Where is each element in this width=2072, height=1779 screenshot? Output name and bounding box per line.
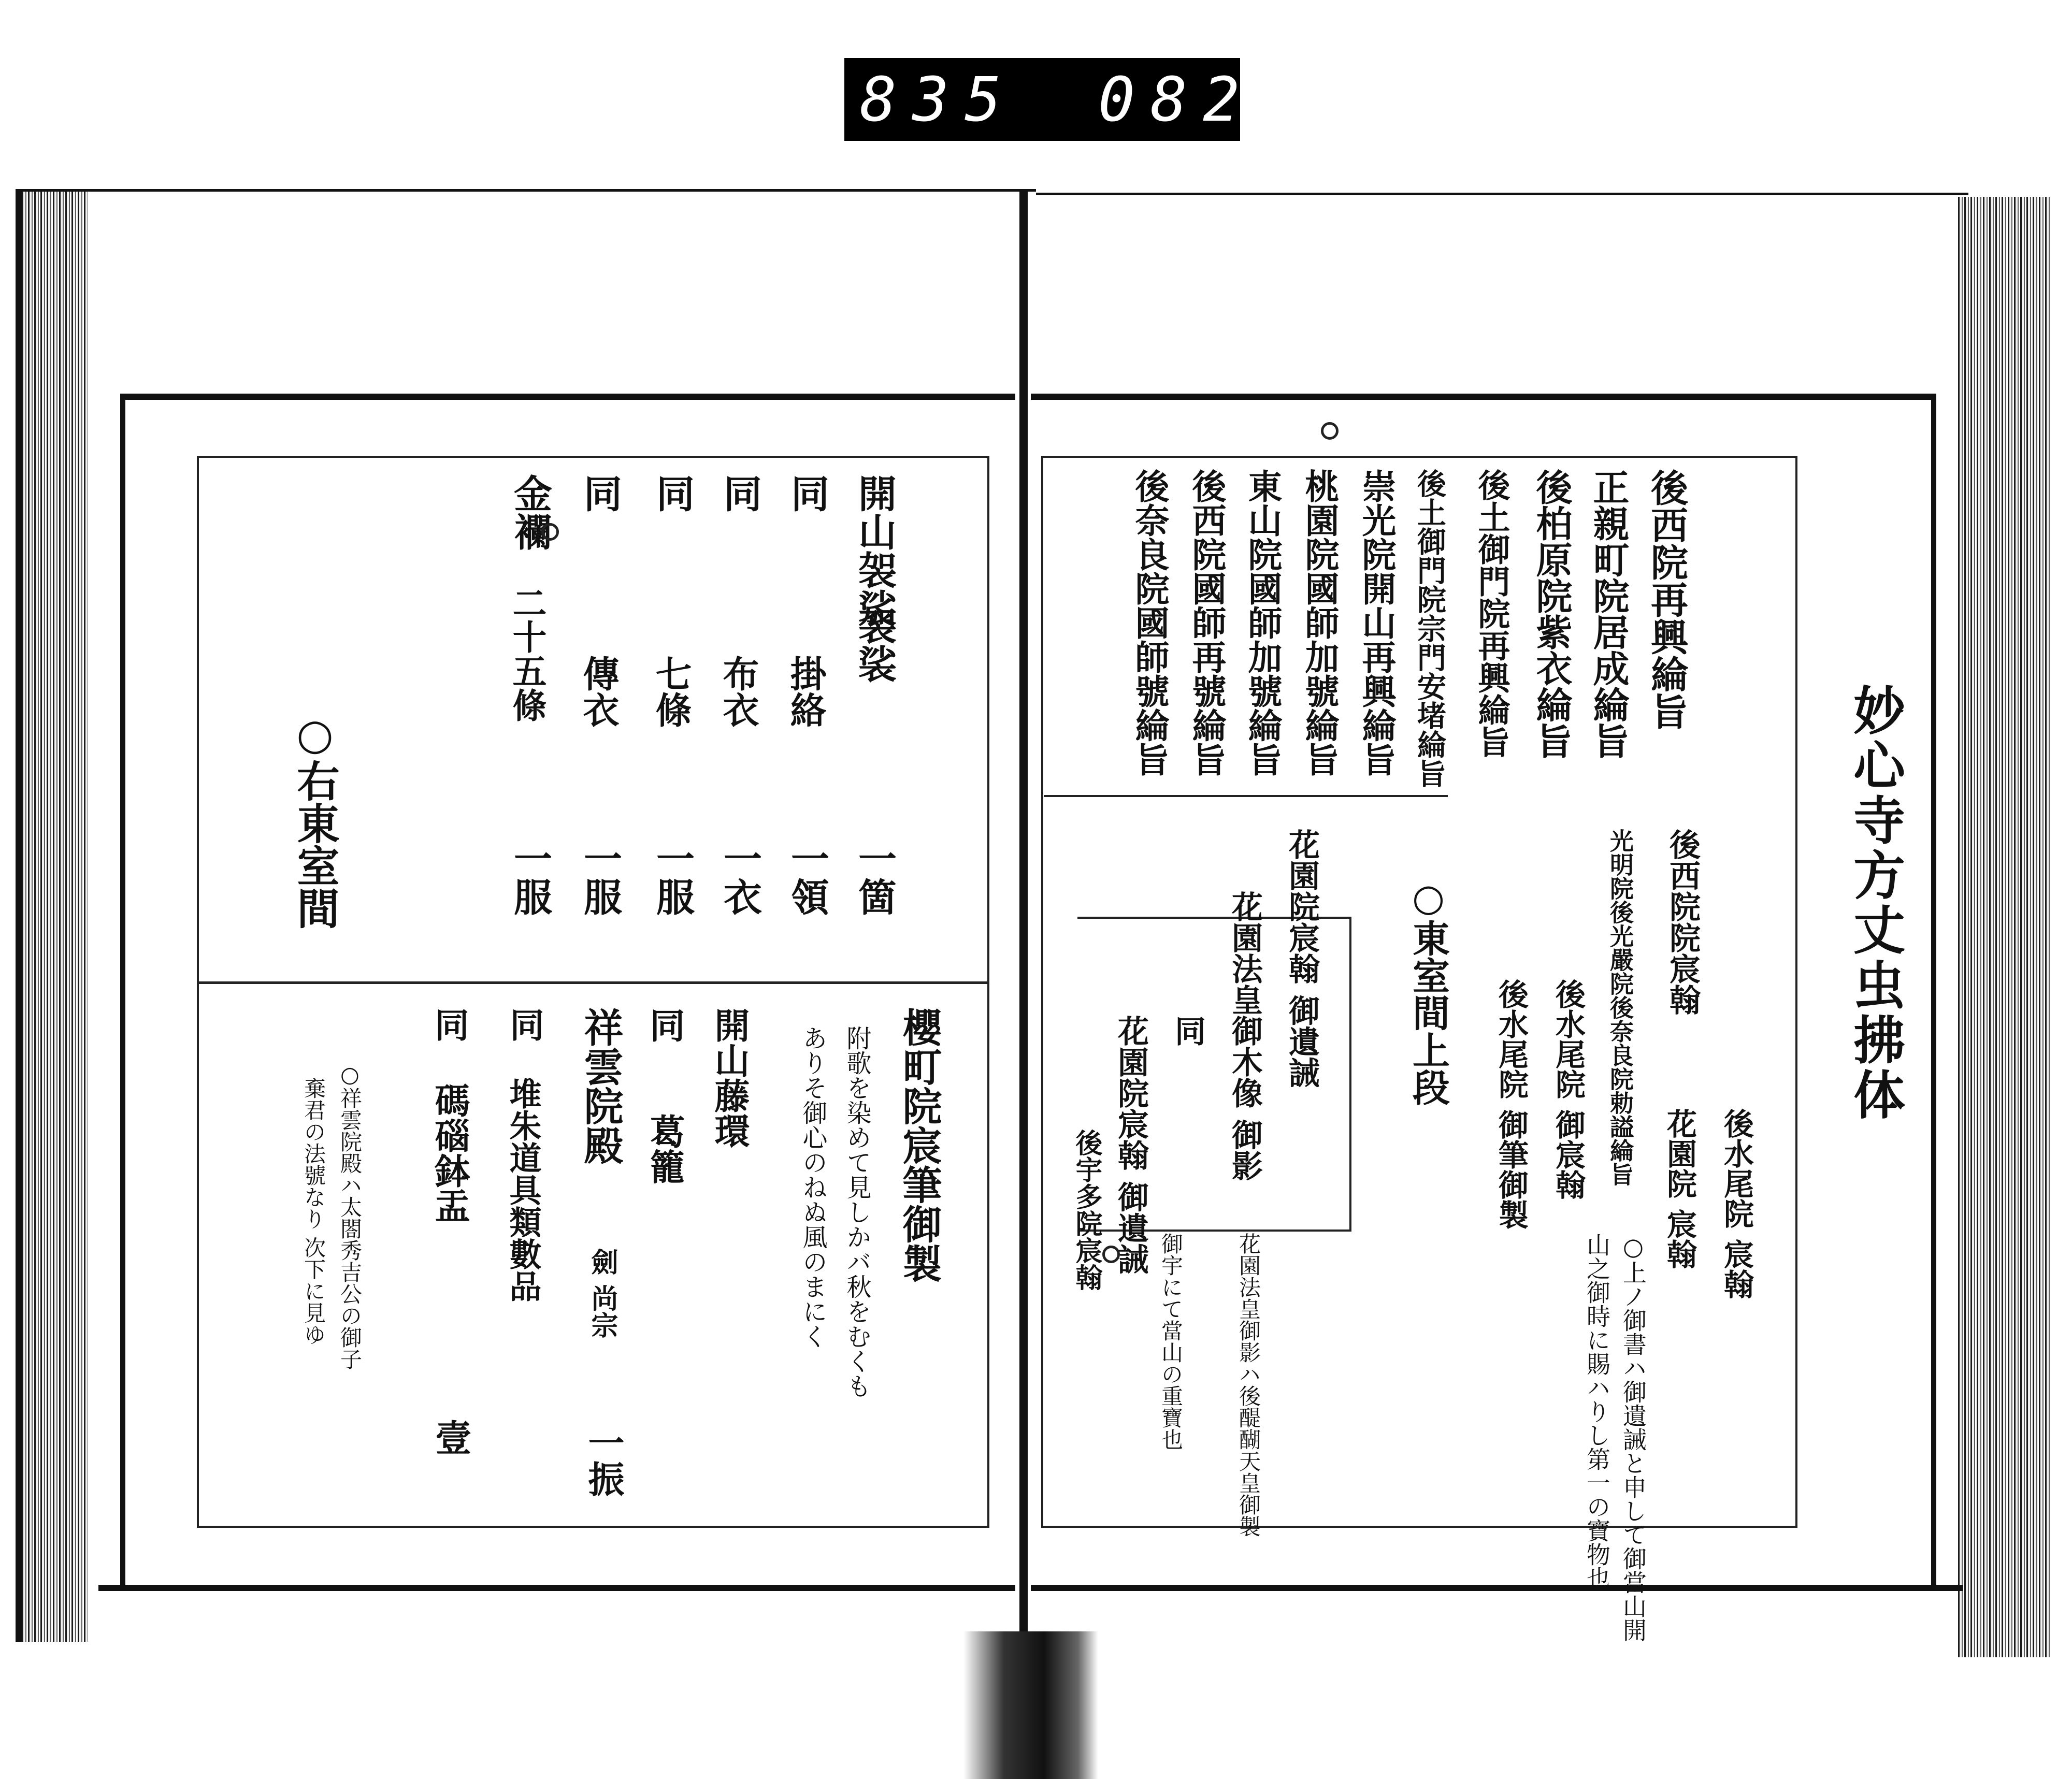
robe-sub: 傳衣 xyxy=(577,655,620,728)
left-outer-bottom xyxy=(98,1585,1015,1591)
relic-item: 花園院宸翰 御遺誡 xyxy=(1113,1015,1149,1275)
counter-left: 835 xyxy=(860,64,1017,135)
edict-item: 桃園院國師加號綸旨 xyxy=(1299,469,1340,776)
lower-name: 櫻町院宸筆御製 xyxy=(896,1007,942,1283)
lower-sub: 碼碯鉢盂 xyxy=(429,1082,470,1223)
edict-item: 崇光院開山再興綸旨 xyxy=(1356,469,1397,776)
heading-jodan: ○東室間上段 xyxy=(1406,875,1450,1106)
robe-sub: 布衣 xyxy=(717,655,760,728)
left-divider xyxy=(197,981,989,984)
counter-right: 082. xyxy=(1098,64,1308,135)
lower-name: 開山藤環 xyxy=(709,1007,750,1148)
right-outer-top xyxy=(1031,394,1932,400)
robe-name: 開山袈裟 xyxy=(852,474,897,627)
right-outer-bottom xyxy=(1031,1585,1963,1591)
robe-sub: 袈裟 xyxy=(852,606,897,683)
writing-item: 花園院 宸翰 xyxy=(1662,1108,1697,1269)
ink-dot xyxy=(541,523,559,541)
robe-sub: 二十五條 xyxy=(507,585,547,722)
right-page-edge xyxy=(1958,197,2051,1657)
note-line: 棄君の法號なり 次下に見ゆ xyxy=(301,1077,326,1346)
edict-item: 後土御門院再興綸旨 xyxy=(1473,469,1510,758)
left-top-line xyxy=(16,189,1036,192)
right-divider xyxy=(1044,795,1448,797)
right-top-line xyxy=(1036,193,1968,195)
edict-item: 後西院再興綸旨 xyxy=(1645,469,1689,730)
writing-item: 後水尾院 御宸翰 xyxy=(1550,979,1586,1200)
robe-name: 同 xyxy=(785,474,829,512)
right-outer-right xyxy=(1931,394,1936,1590)
lower-name: 同 xyxy=(644,1007,685,1043)
right-page-title: 妙心寺方丈虫拂体 xyxy=(1845,684,1906,1123)
writing-item: 後西院院宸翰 xyxy=(1664,829,1701,1015)
robe-name: 金襴 xyxy=(508,474,552,551)
lower-count: 一振 xyxy=(582,1424,625,1497)
lower-sub: 堆朱道具類數品 xyxy=(504,1077,542,1302)
note-line: ○祥雲院殿ハ太閤秀吉公の御子 xyxy=(337,1062,363,1370)
spine-shadow xyxy=(963,1631,1098,1779)
robe-name: 同 xyxy=(717,474,762,512)
note-line: ○上ノ御書ハ御遺誡と申して御當山開 xyxy=(1619,1233,1647,1642)
lower-name: 同 xyxy=(504,1007,544,1042)
robe-sub: 掛絡 xyxy=(784,655,827,728)
ink-dot xyxy=(1102,1246,1120,1263)
left-outer-left xyxy=(120,394,125,1585)
robe-sub: 七條 xyxy=(650,655,693,728)
edict-item: 後奈良院國師號綸旨 xyxy=(1129,469,1170,776)
writing-item: 光明院後光嚴院後奈良院勅謚綸旨 xyxy=(1606,829,1634,1186)
edict-item: 正親町院居成綸旨 xyxy=(1587,469,1630,759)
edict-item: 東山院國師加號綸旨 xyxy=(1242,469,1283,776)
relic-item: 花園院宸翰 御遺誡 xyxy=(1284,829,1320,1088)
note-line: 御宇にて當山の重寶也 xyxy=(1158,1233,1184,1450)
robe-count: 一箇 xyxy=(852,839,897,916)
lower-sub: 劍 尚宗 xyxy=(586,1248,618,1339)
ink-dot xyxy=(1321,422,1339,440)
left-cover-line xyxy=(16,192,22,1642)
robe-count: 一服 xyxy=(650,839,695,916)
note-line: 花園法皇御影ハ後醍醐天皇御製 xyxy=(1236,1233,1261,1537)
robe-name: 同 xyxy=(578,474,622,512)
left-page-edge xyxy=(16,192,88,1642)
lower-sub: 葛籠 xyxy=(644,1113,685,1184)
left-heading: ○右東室間 xyxy=(290,710,340,929)
writing-item: 後水尾院 宸翰 xyxy=(1719,1108,1754,1299)
left-outer-top xyxy=(120,394,1015,400)
poem-line: 附歌を染めて見しかバ秋をむくも xyxy=(842,1025,871,1398)
edict-item: 後土御門院宗門安堵綸旨 xyxy=(1413,469,1447,788)
edict-item: 後柏原院紫衣綸旨 xyxy=(1530,469,1573,759)
poem-line: ありそ御心のねぬ風のまにく xyxy=(798,1025,827,1349)
lower-count: 壹 xyxy=(429,1419,472,1455)
relic-item: 同 xyxy=(1170,1015,1206,1046)
robe-name: 同 xyxy=(650,474,695,512)
relic-item: 花園法皇御木像 御影 xyxy=(1227,891,1263,1181)
edict-item: 後西院國師再號綸旨 xyxy=(1186,469,1227,776)
robe-count: 一服 xyxy=(508,839,552,916)
lower-name: 同 xyxy=(429,1007,469,1042)
robe-count: 一服 xyxy=(578,839,622,916)
robe-count: 一衣 xyxy=(717,839,762,916)
writing-item: 後水尾院 御筆御製 xyxy=(1493,979,1529,1230)
spine-line xyxy=(1019,192,1028,1683)
relic-item: 後宇多院宸翰 xyxy=(1071,1129,1102,1291)
lower-name: 祥雲院殿 xyxy=(578,1007,624,1165)
robe-count: 一領 xyxy=(785,839,829,916)
note-line: 山之御時に賜ハりし第一の寶物也 xyxy=(1583,1233,1611,1590)
